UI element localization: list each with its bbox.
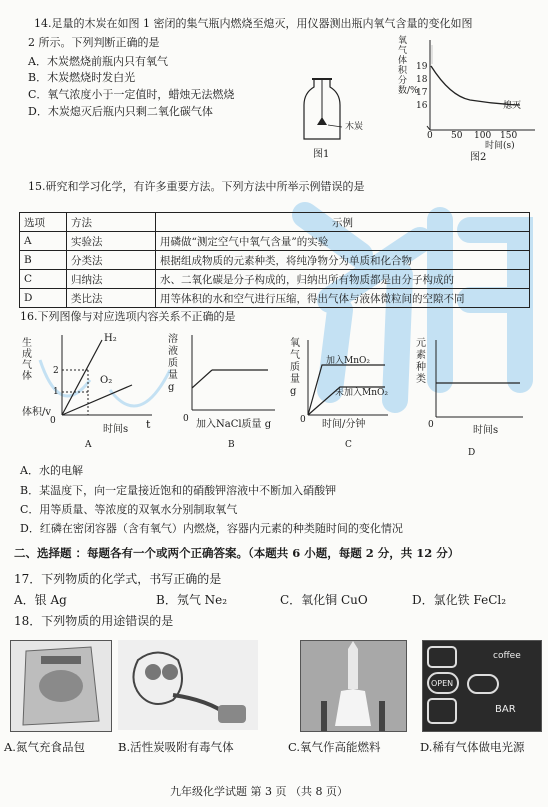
- graphA-h2-label: H₂: [104, 333, 117, 344]
- table-header-row: [20, 213, 530, 232]
- q14-stem-line1: 14.足量的木炭在如图 1 密闭的集气瓶内燃烧至熄灭，用仪器测出瓶内氧气含量的变化如图: [34, 17, 473, 30]
- graphD-elements: [428, 335, 528, 425]
- graphC-ylabel: 氧气质量g: [290, 338, 300, 397]
- table-cell: A: [20, 232, 67, 251]
- graphC-peroxide: [300, 335, 390, 420]
- graphD-ylabel: 元素种类: [416, 338, 426, 385]
- q16-option-b: B．某温度下，向一定量接近饱和的硝酸钾溶液中不断加入硝酸钾: [20, 484, 337, 497]
- graphB-saturation: [180, 330, 280, 420]
- fig2-xtick-50: 50: [451, 131, 463, 141]
- photo-gas-mask: [118, 640, 258, 730]
- graphA-xlabel: 时间s: [103, 424, 129, 435]
- q14-option-b: B．木炭燃烧时发白光: [28, 71, 136, 84]
- table-cell: 水、二氧化碳是分子构成的，归纳出所有物质都是由分子构成的: [156, 270, 530, 289]
- graphB-xlabel: 加入NaCl质量 g: [196, 419, 272, 430]
- graphA-xunit: t: [146, 418, 151, 431]
- page-footer: 九年级化学试题 第 3 页 （共 8 页）: [170, 785, 348, 798]
- photo-food-package: [10, 640, 112, 732]
- graphD-origin: 0: [428, 420, 434, 430]
- graphA-ylabel: 生成气体: [22, 338, 32, 382]
- fig2-ytick-16: 16: [416, 101, 428, 111]
- graphC-line1-label: 加入MnO₂: [326, 356, 370, 366]
- q14-option-c: C．氧气浓度小于一定值时，蜡烛无法燃烧: [28, 88, 235, 101]
- q16-option-d: D．红磷在密闭容器（含有氧气）内燃烧，容器内元素的种类随时间的变化情况: [20, 522, 403, 535]
- table-header: 示例: [156, 213, 530, 232]
- graphA-ylabel-unit: 体积/v: [22, 407, 52, 418]
- q17-option-b: B．氖气 Ne₂: [156, 593, 228, 607]
- table-header: 方法: [67, 213, 156, 232]
- q17-option-a: A．银 Ag: [14, 593, 67, 607]
- table-cell: 实验法: [67, 232, 156, 251]
- table-cell: 根据组成物质的元素种类，将纯净物分为单质和化合物: [156, 251, 530, 270]
- fig1-caption: 图1: [313, 149, 330, 160]
- fig2-xtick-150: 150: [500, 131, 518, 141]
- graphA-ytick-1: 1: [53, 387, 59, 397]
- q14-option-d: D．木炭熄灭后瓶内只剩二氧化碳气体: [28, 105, 213, 118]
- graphC-xlabel: 时间/分钟: [322, 419, 366, 430]
- q18-caption-b: B.活性炭吸附有毒气体: [118, 740, 234, 754]
- table-row: [20, 270, 530, 289]
- graphD-caption: D: [468, 448, 476, 458]
- graphA-origin: 0: [50, 416, 56, 426]
- fig2-xlabel: 时间(s): [485, 141, 515, 151]
- q16-stem: 16.下列图像与对应选项内容关系不正确的是: [20, 310, 236, 323]
- neon-open: OPEN: [431, 679, 454, 688]
- fig2-ytick-18: 18: [416, 75, 428, 85]
- graphB-caption: B: [228, 440, 235, 450]
- graphA-caption: A: [85, 440, 92, 450]
- fig2-xtick-100: 100: [474, 131, 492, 141]
- q16-option-a: A．水的电解: [20, 464, 83, 477]
- table-cell: B: [20, 251, 67, 270]
- table-header: 选项: [20, 213, 67, 232]
- q18-stem: 18．下列物质的用途错误的是: [14, 614, 174, 628]
- graphB-origin: 0: [183, 414, 189, 424]
- fig2-ylabel: 氧气体积分数/%: [398, 36, 419, 96]
- q14-stem-line2: 2 所示。下列判断正确的是: [28, 36, 160, 49]
- table-cell: 类比法: [67, 289, 156, 308]
- table-cell: 用等体积的水和空气进行压缩，得出气体与液体微粒间的空隙不同: [156, 289, 530, 308]
- q17-option-c: C．氧化铜 CuO: [280, 593, 368, 607]
- q18-caption-c: C.氧气作高能燃料: [288, 740, 381, 754]
- table-row: [20, 232, 530, 251]
- q14-option-a: A．木炭燃烧前瓶内只有氧气: [28, 55, 168, 68]
- graphC-caption: C: [345, 440, 352, 450]
- graphD-xlabel: 时间s: [473, 425, 499, 436]
- figure1-jar: [300, 75, 370, 155]
- graphB-ylabel: 溶液质量g: [168, 334, 178, 393]
- q18-caption-a: A.氮气充食品包: [4, 740, 85, 754]
- fig1-charcoal-label: 木炭: [345, 122, 364, 132]
- section-heading: 二、选择题 ：每题各有一个或两个正确答案。（本题共 6 小题，每题 2 分，共 12 分）: [14, 546, 460, 560]
- fig2-annotation: 熄灭: [503, 101, 522, 111]
- figure2-oxygen-chart: [410, 30, 540, 140]
- fig2-caption: 图2: [470, 152, 487, 163]
- table-cell: 归纳法: [67, 270, 156, 289]
- table-cell: 用磷做“测定空气中氧气含量”的实验: [156, 232, 530, 251]
- photo-rocket-launch: [300, 640, 407, 732]
- graphC-line2-label: 未加入MnO₂: [335, 388, 388, 398]
- q18-caption-d: D.稀有气体做电光源: [420, 740, 525, 754]
- q17-stem: 17．下列物质的化学式，书写正确的是: [14, 572, 222, 586]
- neon-coffee: coffee: [493, 651, 521, 661]
- graphC-origin: 0: [300, 415, 306, 425]
- q17-option-d: D．氯化铁 FeCl₂: [412, 593, 507, 607]
- neon-bar: BAR: [495, 704, 516, 715]
- table-cell: D: [20, 289, 67, 308]
- table-cell: 分类法: [67, 251, 156, 270]
- table-row: [20, 289, 530, 308]
- q15-method-table: [19, 212, 530, 308]
- fig2-ytick-17: 17: [416, 88, 428, 98]
- fig2-xtick-0: 0: [427, 131, 433, 141]
- fig2-ytick-19: 19: [416, 62, 428, 72]
- table-row: [20, 251, 530, 270]
- photo-neon-signs: [422, 640, 542, 732]
- table-cell: C: [20, 270, 67, 289]
- q16-option-c: C．用等质量、等浓度的双氧水分别制取氧气: [20, 503, 238, 516]
- graphA-ytick-2: 2: [53, 366, 59, 376]
- graphA-o2-label: O₂: [100, 375, 113, 386]
- q15-stem: 15.研究和学习化学，有许多重要方法。下列方法中所举示例错误的是: [28, 180, 365, 193]
